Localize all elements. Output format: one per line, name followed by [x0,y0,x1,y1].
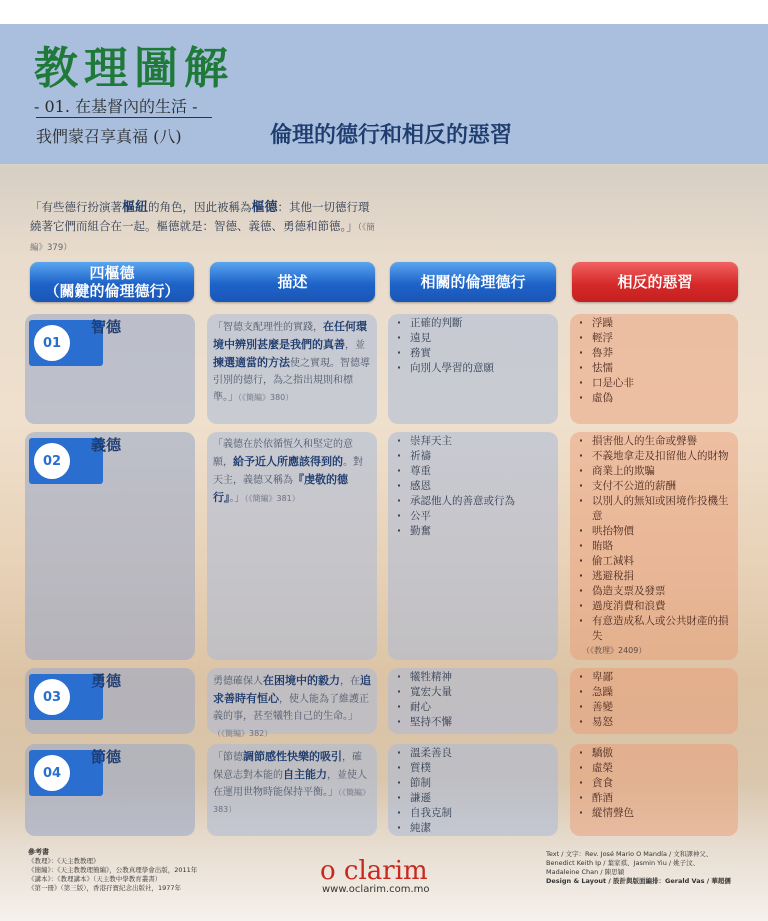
desc-text: 使之實現。智德導引別的德行，為之指出規則和標準。」 [213,358,370,403]
logo-o: o [320,856,336,886]
desc-bold: 『虔敬的德行』 [213,473,348,504]
vice-item: · 虛榮 [576,761,732,776]
vice-item: · 酢酒 [576,791,732,806]
intro-text: 「有些德行扮演著 [30,200,122,214]
reference-item: 《教理》：《天主教教理》 [28,857,100,865]
vice-item: · 偷工減料 [576,554,732,569]
vice-item: · 損害他人的生命或聲譽 [576,434,732,449]
logo-text: clarim [335,856,428,886]
related-item: · 務實 [394,346,552,361]
related-item: · 質樸 [394,761,552,776]
virtue-number: 03 [31,676,73,718]
vices-list [576,434,732,644]
reference-item: 《第一冊》（第三版），香港孖寶紀念出版社，1977年 [28,884,182,892]
desc-bold: 追求善時有恒心 [213,674,371,705]
references [28,848,197,893]
related-item: · 感恩 [394,479,552,494]
vices-list [576,316,732,406]
description-cell [207,668,377,738]
vices-cell [570,432,738,660]
description-cell [207,432,377,660]
desc-bold: 在任何環境中辨別甚麼是我們的真善 [213,320,367,351]
related-item: · 向別人學習的意願 [394,361,552,376]
vice-item: · 支付不公道的薪酬 [576,479,732,494]
virtue-number: 02 [31,440,73,482]
description-cell [207,744,377,836]
intro-text: ：其他一切德行環繞著它們而組合在一起。樞德就是：智德、義德、勇德和節德。」 [30,200,370,233]
related-item: · 祈禱 [394,449,552,464]
virtue-name: 義德 [91,436,122,454]
col-header-cardinal: 四樞德 （關鍵的倫理德行） [30,262,194,302]
vice-item: · 過度消費和浪費 [576,599,732,614]
header-banner [0,24,768,164]
related-list [394,434,552,539]
vice-item: · 魯莽 [576,346,732,361]
vice-item: · 卑鄙 [576,670,732,685]
vices-cell [570,744,738,836]
vice-item: · 急躁 [576,685,732,700]
page-title: 教理圖解 [34,43,234,94]
vices-cell [570,668,738,734]
vice-item: · 哄抬物價 [576,524,732,539]
virtue-number: 04 [31,752,73,794]
intro-citation: （《簡編》379） [30,223,375,253]
virtue-cell [25,668,195,734]
vice-item: · 虛偽 [576,391,732,406]
related-item: · 公平 [394,509,552,524]
desc-text: 勇德確保人 [213,676,263,687]
related-item: · 節制 [394,776,552,791]
desc-text: ，在 [340,676,360,687]
related-item: · 寬宏大量 [394,685,552,700]
intro-text: 的角色，因此被稱為 [148,200,252,214]
related-item: · 崇拜天主 [394,434,552,449]
desc-text: 。對天主，義德又稱為 [213,457,363,486]
desc-text: ，並使人在運用世物時能保持平衡。」 [213,770,367,798]
vices-cell [570,314,738,424]
col-header-description: 描述 [210,262,375,302]
episode-subtitle: 我們蒙召享真福 (八) [36,127,182,146]
main-heading: 倫理的德行和相反的惡習 [270,123,513,148]
related-list [394,670,552,730]
related-item: · 謙遜 [394,791,552,806]
vice-item: · 貪食 [576,776,732,791]
virtue-cell [25,314,195,424]
vice-item: · 有意造成私人或公共財產的損失 [576,614,732,644]
desc-citation: （《簡編》383） [213,788,370,814]
desc-bold: 調節感性快樂的吸引 [243,750,342,763]
desc-text: 「智德支配理性的實踐， [213,322,323,333]
desc-citation: （《簡編》380） [238,393,294,402]
related-item: · 耐心 [394,700,552,715]
vices-list [576,670,732,730]
desc-text: ，使人能為了維護正義的事，甚至犧牲自己的生命。」 [213,694,369,722]
related-item: · 純潔 [394,821,552,836]
intro-bold: 樞紐 [122,200,149,215]
desc-bold: 在困境中的毅力 [263,674,340,687]
vice-item: · 輕浮 [576,331,732,346]
desc-text: 「節德 [213,752,243,763]
vice-item: · 商業上的欺騙 [576,464,732,479]
vice-item: · 驕傲 [576,746,732,761]
desc-bold: 給予近人所應該得到的 [233,455,343,468]
virtue-cell [25,432,195,660]
credits-line: Madaleine Chan / 陳思穎 [546,868,625,876]
reference-item: 《講本》：《教理講本》（天主教中學教育叢書） [28,875,162,883]
desc-text: 。」 [229,493,245,504]
desc-text: ，並 [345,340,365,351]
virtue-name: 節德 [91,748,122,766]
related-cell [388,744,558,836]
vice-item: · 易怒 [576,715,732,730]
related-item: · 正確的判斷 [394,316,552,331]
vice-item: · 不義地拿走及扣留他人的財物 [576,449,732,464]
related-list [394,746,552,836]
desc-citation: （《簡編》382） [213,729,273,738]
related-item: · 溫柔善良 [394,746,552,761]
vice-item: · 浮躁 [576,316,732,331]
col-header-vices: 相反的惡習 [572,262,738,302]
series-subtitle: - 01. 在基督內的生活 - [34,97,198,116]
vice-item: · 賄賂 [576,539,732,554]
related-item: · 承認他人的善意或行為 [394,494,552,509]
related-item: · 遠見 [394,331,552,346]
intro-bold: 樞德 [251,200,278,215]
reference-item: 《簡編》：《天主教教理簡編》，公教真理學會出版，2011年 [28,866,198,874]
virtue-number: 01 [31,322,73,364]
vice-item: · 口是心非 [576,376,732,391]
virtue-name: 智德 [91,318,122,336]
virtue-name: 勇德 [91,672,122,690]
vice-item: · 善變 [576,700,732,715]
desc-text: 「義德在於依循恆久和堅定的意願， [213,439,353,468]
website-url: www.oclarim.com.mo [322,884,430,895]
desc-bold: 自主能力 [283,768,327,781]
vice-item: · 以別人的無知或困境作投機生意 [576,494,732,524]
virtue-cell [25,744,195,836]
related-list [394,316,552,376]
related-item: · 尊重 [394,464,552,479]
credits [546,850,746,886]
vices-list [576,746,732,821]
vice-item: · 怯懦 [576,361,732,376]
credits-line: Design & Layout / 設計與版面編排：Gerald Vas / 華超儒 [546,877,731,885]
references-title: 參考書 [28,848,49,856]
desc-text: ，確保意志對本能的 [213,752,362,781]
vices-citation: （《教理》2409） [582,646,647,655]
divider [36,117,212,118]
description-cell [207,314,377,424]
desc-bold: 揀選適當的方法 [213,356,290,369]
related-item: · 自我克制 [394,806,552,821]
related-item: · 犧牲精神 [394,670,552,685]
col-header-related: 相關的倫理德行 [390,262,556,302]
related-item: · 勤奮 [394,524,552,539]
related-item: · 堅持不懈 [394,715,552,730]
credits-line: Text / 文字：Rev. José Mario O Mandía / 文和譯神父、 [546,850,713,858]
related-cell [388,314,558,424]
vice-item: · 偽造支票及發票 [576,584,732,599]
oclarim-logo [320,856,428,886]
intro-quote [30,198,380,257]
desc-citation: （《簡編》381） [244,494,300,503]
vice-item: · 縱情聲色 [576,806,732,821]
related-cell [388,668,558,734]
credits-line: Benedict Keith Ip / 葉家祺、Jasmin Yiu / 姚子汶、 [546,859,700,867]
vice-item: · 逃避稅捐 [576,569,732,584]
related-cell [388,432,558,660]
